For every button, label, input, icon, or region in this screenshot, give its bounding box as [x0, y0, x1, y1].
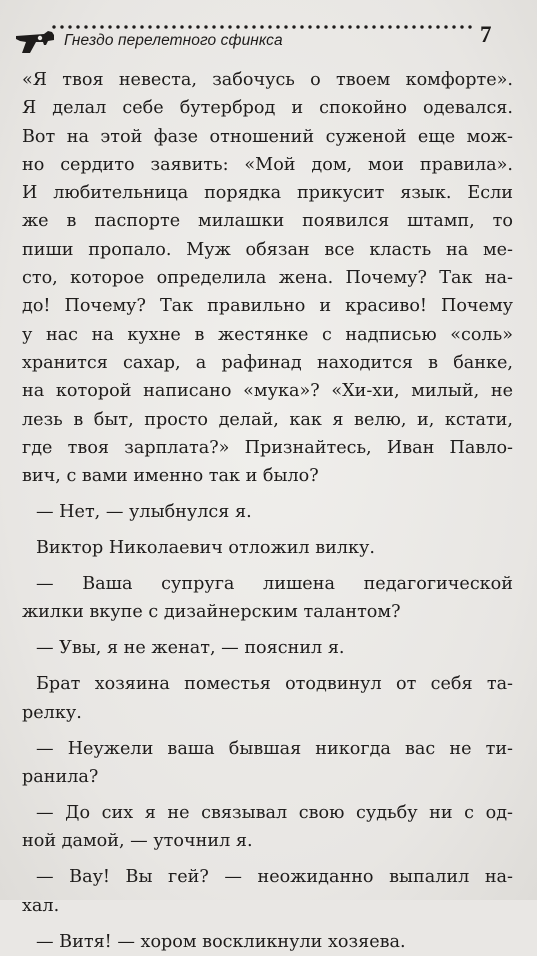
paragraph: [22, 928, 513, 956]
text-line: — Неужели ваша бывшая никогда вас не ти-: [36, 738, 513, 759]
text-line: Брат хозяина поместья отодвинул от себя та-: [36, 674, 513, 695]
paragraph-gap: [22, 920, 513, 928]
paragraph: [22, 735, 513, 792]
text-line: у нас на кухне в жестянке с надписью «соль»: [22, 324, 513, 345]
text-line: И любительница порядка прикусит язык. Если: [22, 183, 513, 204]
text-line: лезь в быт, просто делай, как я велю, и, кстати,: [22, 409, 513, 430]
header-dotted-rule: [50, 25, 472, 29]
text-line: до! Почему? Так правильно и красиво! Почему: [22, 296, 513, 317]
text-line: пиши пропало. Муж обязан все класть на ме-: [22, 239, 513, 260]
text-line: хранится сахар, а рафинад находится в банке,: [22, 352, 513, 373]
text-line: — Вау! Вы гей? — неожиданно выпалил на-: [36, 867, 513, 888]
paragraph: [22, 670, 513, 727]
paragraph: [22, 863, 513, 920]
paragraph-gap: [22, 856, 513, 864]
text-line: релку.: [22, 702, 82, 723]
paragraph-gap: [22, 791, 513, 799]
text-line: Виктор Николаевич отложил вилку.: [36, 538, 375, 559]
text-line: но сердито заявить: «Мой дом, мои правила».: [22, 154, 513, 175]
text-line: жилки вкупе с дизайнерским талантом?: [22, 602, 401, 623]
paragraph-gap: [22, 727, 513, 735]
paragraph: [22, 66, 513, 490]
text-line: где твоя зарплата?» Признайтесь, Иван Павло-: [22, 437, 513, 458]
page-number: 7: [480, 22, 492, 47]
revolver-icon: [14, 26, 58, 54]
text-line: ранила?: [22, 766, 99, 787]
paragraph: [22, 634, 513, 662]
page-header: [14, 18, 519, 58]
paragraph-gap: [22, 627, 513, 635]
text-line: Я делал себе бутерброд и спокойно одевался.: [22, 98, 513, 119]
text-line: — Увы, я не женат, — пояснил я.: [36, 638, 345, 659]
body-text: [22, 66, 513, 956]
text-line: на которой написано «мука»? «Хи-хи, милый, не: [22, 381, 513, 402]
paragraph: [22, 799, 513, 856]
text-line: же в паспорте милашки появился штамп, то: [22, 211, 513, 232]
running-title: Гнездо перелетного сфинкса: [64, 32, 283, 49]
text-line: — Нет, — улыбнулся я.: [36, 502, 252, 523]
text-line: сто, которое определила жена. Почему? Так на-: [22, 268, 513, 289]
paragraph: [22, 534, 513, 562]
paragraph-gap: [22, 663, 513, 671]
paragraph-gap: [22, 526, 513, 534]
text-line: ной дамой, — уточнил я.: [22, 831, 253, 852]
paragraph-gap: [22, 562, 513, 570]
text-line: вич, с вами именно так и было?: [22, 466, 319, 487]
paragraph: [22, 570, 513, 627]
paragraph-gap: [22, 490, 513, 498]
text-line: — Ваша супруга лишена педагогической: [36, 574, 513, 595]
text-line: хал.: [22, 895, 60, 916]
text-line: Вот на этой фазе отношений суженой еще мож-: [22, 126, 513, 147]
text-line: — До сих я не связывал свою судьбу ни с од-: [36, 802, 513, 823]
text-line: — Витя! — хором воскликнули хозяева.: [36, 931, 406, 952]
text-line: «Я твоя невеста, забочусь о твоем комфорте».: [22, 70, 513, 90]
paragraph: [22, 498, 513, 526]
